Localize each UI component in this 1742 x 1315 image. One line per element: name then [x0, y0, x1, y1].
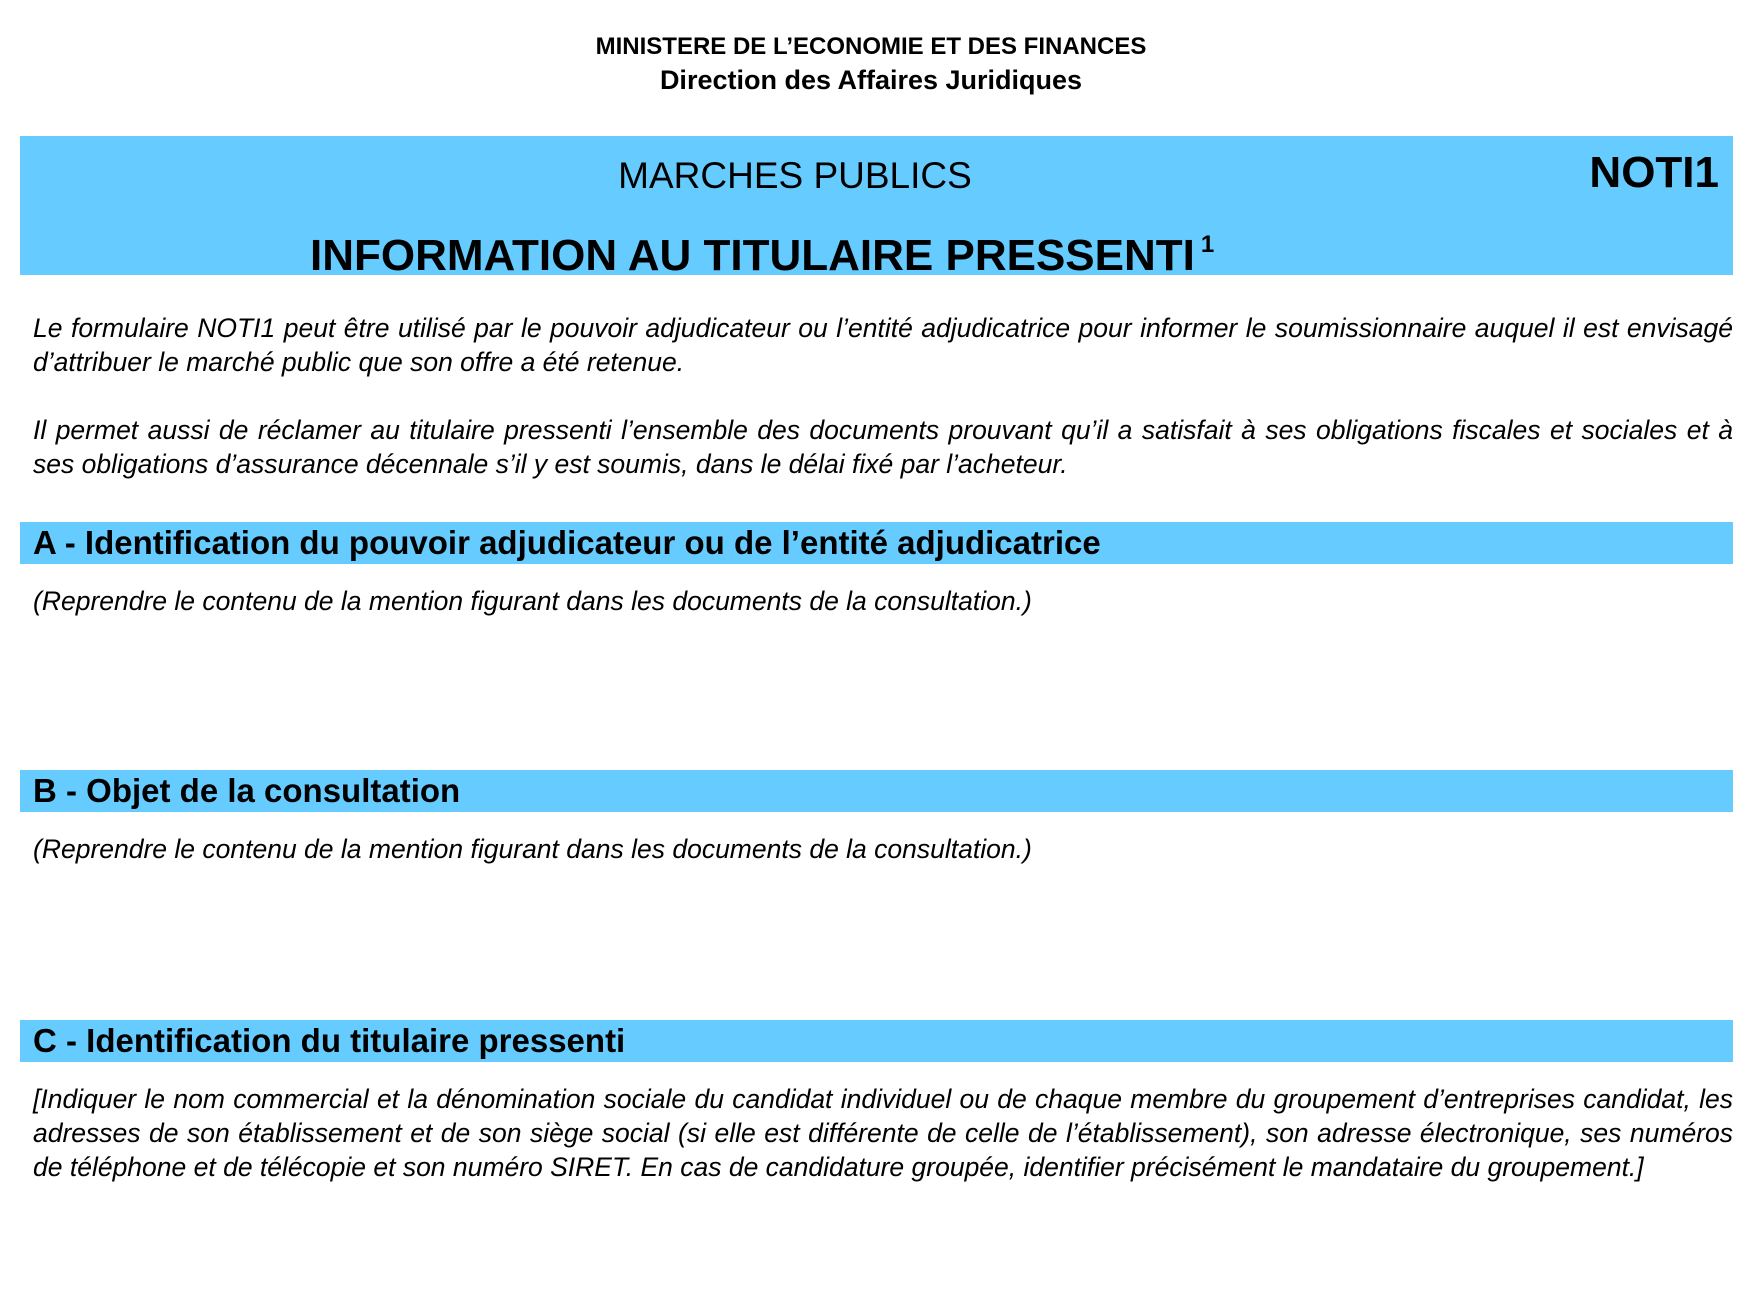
title-band — [20, 136, 1733, 280]
section-c-heading: C - Identification du titulaire pressenti — [33, 1022, 626, 1059]
section-a-note: (Reprendre le contenu de la mention figurant dans les documents de la consultation.) — [33, 586, 1032, 616]
form-title-text: INFORMATION AU TITULAIRE PRESSENTI — [310, 231, 1195, 280]
band-subtitle: MARCHES PUBLICS — [618, 155, 972, 196]
form-code: NOTI1 — [1589, 148, 1719, 197]
intro-paragraph-1: Le formulaire NOTI1 peut être utilisé par le pouvoir adjudicateur ou l’entité adjudicatrice pour informer le soumissionnaire auquel il est envisagé d’attribuer le marché public que son offre a été retenue. — [33, 313, 1733, 377]
section-c-band — [20, 1020, 1733, 1062]
section-a-heading: A - Identification du pouvoir adjudicateur ou de l’entité adjudicatrice — [33, 524, 1101, 561]
ministry-heading: MINISTERE DE L’ECONOMIE ET DES FINANCES — [595, 33, 1147, 60]
section-c-note: [Indiquer le nom commercial et la dénomination sociale du candidat individuel ou de chaque membre du groupement d’entreprises candidat, les adresses de son établissement et de son siège social (si elle est différente de celle de l’établissement), son adresse électronique, ses numéros de téléphone et de télécopie et son numéro SIRET. En cas de candidature groupée, identifier précisément le mandataire du groupement.] — [33, 1084, 1733, 1182]
form-title — [310, 220, 1214, 281]
section-a-band — [20, 522, 1733, 564]
section-b-heading: B - Objet de la consultation — [33, 772, 461, 809]
section-b-band — [20, 770, 1733, 812]
footnote-marker: 1 — [1200, 231, 1215, 258]
section-b-note: (Reprendre le contenu de la mention figurant dans les documents de la consultation.) — [33, 834, 1032, 864]
direction-heading: Direction des Affaires Juridiques — [659, 65, 1083, 95]
intro-paragraph-2: Il permet aussi de réclamer au titulaire pressenti l’ensemble des documents prouvant qu’il a satisfait à ses obligations fiscales et sociales et à ses obligations d’assurance décennale s’il y est soumis, dans le délai fixé par l’acheteur. — [33, 415, 1733, 479]
